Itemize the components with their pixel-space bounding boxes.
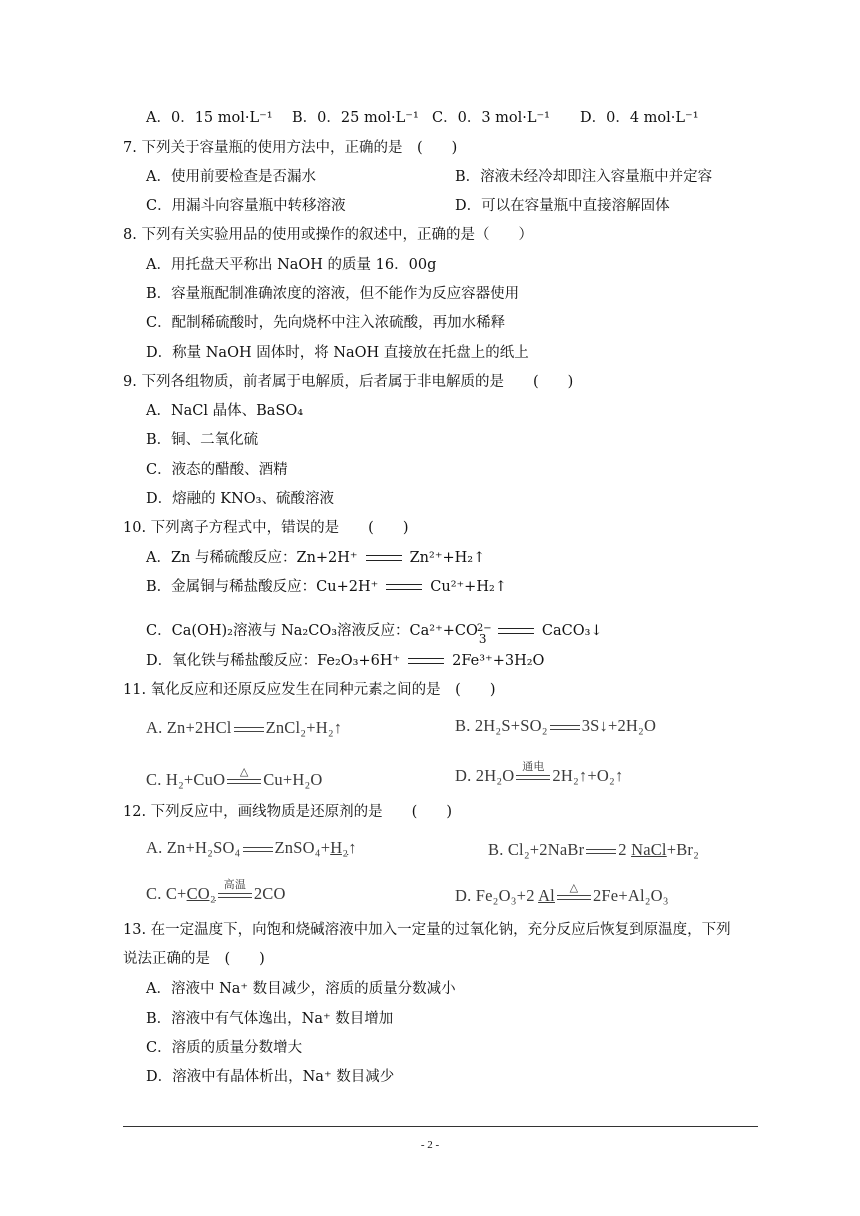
- q8-stem: 8. 下列有关实验用品的使用或操作的叙述中，正确的是（ ）: [123, 227, 533, 243]
- q13-stem-line1: 13. 在一定温度下，向饱和烧碱溶液中加入一定量的过氧化钠，充分反应后恢复到原温度，下列: [123, 922, 731, 938]
- q12-b-underlined: NaCl: [631, 840, 667, 859]
- q12-a-underlined: H₂: [330, 838, 349, 857]
- q10-c-reactants: C．Ca(OH)₂溶液与 Na₂CO₃溶液反应：Ca²⁺+CO: [146, 623, 478, 639]
- q12-d-products: 2Fe+Al₂O₃: [592, 886, 669, 905]
- page-number: - 2 -: [420, 1139, 440, 1151]
- q13-option-b: B．溶液中有气体逸出，Na⁺ 数目增加: [146, 1011, 394, 1027]
- q11-b-products: 3S↓+2H₂O: [581, 716, 657, 735]
- q7-option-b: B．溶液未经冷却即注入容量瓶中并定容: [455, 169, 713, 185]
- q11-option-c: [146, 764, 323, 790]
- q10-b-reactants: B．金属铜与稀盐酸反应：Cu+2H⁺: [146, 579, 379, 595]
- q10-option-c: [146, 621, 603, 646]
- equals-sign: [408, 658, 444, 664]
- q7-option-a: A．使用前要检查是否漏水: [146, 169, 316, 185]
- q10-b-products: Cu²⁺+H₂↑: [430, 579, 507, 595]
- high-temp-label: 高温: [223, 877, 247, 891]
- q13-option-d: D．溶液中有晶体析出，Na⁺ 数目减少: [146, 1069, 395, 1085]
- q10-option-d: [146, 651, 544, 671]
- q10-option-a: [146, 548, 485, 568]
- q11-d-reactants: D. 2H₂O: [455, 766, 515, 785]
- q13-stem-line2: 说法正确的是 ( ): [123, 951, 265, 967]
- q11-c-reactants: C. H₂+CuO: [146, 770, 226, 789]
- q8-option-a: A．用托盘天平称出 NaOH 的质量 16．00g: [146, 257, 437, 273]
- q11-c-products: Cu+H₂O: [263, 770, 323, 789]
- q11-d-products: 2H₂↑+O₂↑: [552, 766, 624, 785]
- q12-c-reactants: C. C+: [146, 884, 187, 903]
- q12-a-products: ZnSO₄+: [274, 838, 331, 857]
- q8-option-c: C．配制稀硫酸时，先向烧杯中注入浓硫酸，再加水稀释: [146, 315, 506, 331]
- equals-sign: [550, 725, 580, 730]
- q13-option-c: C．溶质的质量分数增大: [146, 1040, 303, 1056]
- q6-option-d: D．0．4 mol·L⁻¹: [580, 110, 699, 126]
- footer-divider: [123, 1126, 758, 1127]
- q12-a-reactants: A. Zn+H₂SO₄: [146, 838, 241, 857]
- q7-option-d: D．可以在容量瓶中直接溶解固体: [455, 198, 670, 214]
- q12-option-d: [455, 880, 669, 906]
- q10-stem: 10. 下列离子方程式中，错误的是 ( ): [123, 520, 409, 536]
- heat-condition-arrow: [227, 764, 261, 784]
- q11-option-d: [455, 759, 624, 786]
- q7-stem: 7. 下列关于容量瓶的使用方法中，正确的是 ( ): [123, 140, 458, 156]
- equals-sign: [366, 555, 402, 561]
- q12-option-a: [146, 838, 357, 858]
- q9-option-a: A．NaCl 晶体、BaSO₄: [146, 403, 304, 419]
- equals-sign: [243, 847, 273, 852]
- q12-b-reactants: B. Cl₂+2NaBr: [488, 840, 585, 859]
- equals-sign: [234, 727, 264, 732]
- equals-sign: [586, 849, 616, 854]
- q9-stem: 9. 下列各组物质，前者属于电解质，后者属于非电解质的是 ( ): [123, 374, 574, 390]
- q8-option-b: B．容量瓶配制准确浓度的溶液，但不能作为反应容器使用: [146, 286, 520, 302]
- q10-c-products: CaCO₃↓: [541, 623, 603, 639]
- q10-d-reactants: D．氧化铁与稀盐酸反应：Fe₂O₃+6H⁺: [146, 653, 401, 669]
- q7-option-c: C．用漏斗向容量瓶中转移溶液: [146, 198, 346, 214]
- q13-option-a: A．溶液中 Na⁺ 数目减少，溶质的质量分数减小: [146, 981, 456, 997]
- q10-a-reactants: A．Zn 与稀硫酸反应：Zn+2H⁺: [146, 550, 358, 566]
- q12-d-reactants: D. Fe₂O₃+2: [455, 886, 539, 905]
- carbonate-subscript: 3: [478, 632, 487, 646]
- equals-sign: [498, 628, 534, 634]
- q10-d-products: 2Fe³⁺+3H₂O: [452, 653, 545, 669]
- q9-option-d: D．熔融的 KNO₃、硫酸溶液: [146, 491, 334, 507]
- heat-icon: △: [569, 880, 579, 894]
- q12-a-gas-arrow: ↑: [348, 838, 357, 857]
- q10-option-b: [146, 577, 507, 597]
- q6-option-c: C．0．3 mol·L⁻¹: [432, 110, 550, 126]
- q6-option-a: A．0．15 mol·L⁻¹: [146, 110, 273, 126]
- q12-stem: 12. 下列反应中，画线物质是还原剂的是 ( ): [123, 804, 452, 820]
- heat-condition-arrow: [557, 880, 591, 900]
- q9-option-b: B．铜、二氧化硫: [146, 432, 259, 448]
- equals-sign: [386, 584, 422, 590]
- electrolysis-condition-arrow: [516, 759, 550, 780]
- q11-option-b: [455, 716, 656, 736]
- q6-option-b: B．0．25 mol·L⁻¹: [292, 110, 419, 126]
- q12-b-coefficient: 2: [618, 840, 632, 859]
- q11-option-a: [146, 718, 342, 738]
- heat-icon: △: [239, 764, 249, 778]
- q12-c-underlined: CO₂: [186, 884, 216, 903]
- carbonate-charge-value: 2−: [476, 623, 492, 634]
- q9-option-c: C．液态的醋酸、酒精: [146, 462, 288, 478]
- high-temp-condition-arrow: [218, 877, 252, 898]
- q11-stem: 11. 氧化反应和还原反应发生在同种元素之间的是 ( ): [123, 682, 496, 698]
- q11-b-reactants: B. 2H₂S+SO₂: [455, 716, 548, 735]
- q10-a-products: Zn²⁺+H₂↑: [409, 550, 486, 566]
- q12-option-b: [488, 840, 699, 860]
- q12-c-products: 2CO: [253, 884, 286, 903]
- q11-a-products: ZnCl₂+H₂↑: [265, 718, 343, 737]
- q12-d-underlined: Al: [538, 886, 555, 905]
- electrolysis-label: 通电: [522, 759, 545, 773]
- q12-b-products: +Br₂: [666, 840, 700, 859]
- q11-a-reactants: A. Zn+2HCl: [146, 718, 232, 737]
- q8-option-d: D．称量 NaOH 固体时，将 NaOH 直接放在托盘上的纸上: [146, 345, 529, 361]
- q12-option-c: [146, 877, 286, 904]
